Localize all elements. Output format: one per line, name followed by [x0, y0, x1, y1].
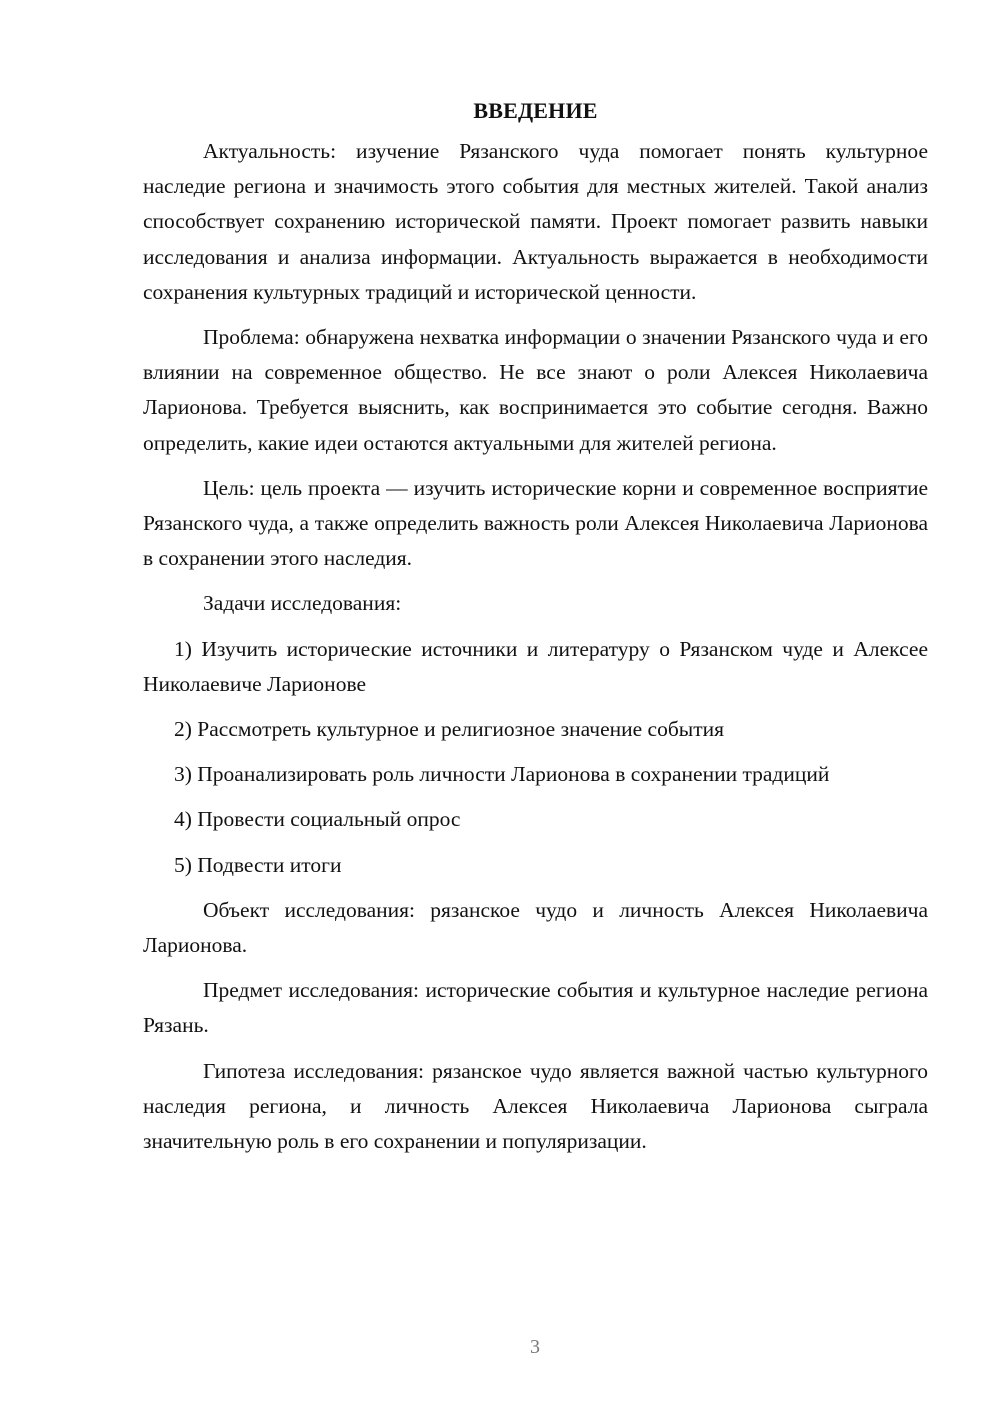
task-item-5: 5) Подвести итоги	[174, 852, 342, 877]
page-number: 3	[530, 1336, 540, 1358]
section-title: ВВЕДЕНИЕ	[473, 98, 598, 123]
task-item-2: 2) Рассмотреть культурное и религиозное значение события	[174, 717, 725, 742]
task-item-1: 1) Изучить исторические источники и литературу о Рязанском чуде и Алексее Николаевиче Ларионове	[143, 636, 928, 696]
paragraph-relevance: Актуальность: изучение Рязанского чуда помогает понять культурное наследие региона и значимость этого события для местных жителей. Такой анализ способствует сохранению исторической памяти. Проект помогает развить навыки исследования и анализа информации. Актуальность выражается в необходимости сохранения культурных традиций и исторической ценности.	[143, 139, 928, 304]
paragraph-subject: Предмет исследования: исторические события и культурное наследие региона Рязань.	[143, 978, 928, 1038]
task-item-3: 3) Проанализировать роль личности Ларионова в сохранении традиций	[174, 762, 830, 787]
task-item-4: 4) Провести социальный опрос	[174, 807, 461, 832]
page-content	[143, 94, 928, 1159]
paragraph-object: Объект исследования: рязанское чудо и личность Алексея Николаевича Ларионова.	[143, 897, 928, 958]
paragraph-hypothesis: Гипотеза исследования: рязанское чудо является важной частью культурного наследия региона, и личность Алексея Николаевича Ларионова сыграла значительную роль в его сохранении и популяризации.	[143, 1058, 928, 1154]
paragraph-problem: Проблема: обнаружена нехватка информации о значении Рязанского чуда и его влиянии на современное общество. Не все знают о роли Алексея Николаевича Ларионова. Требуется выяснить, как воспринимается это событие сегодня. Важно определить, какие идеи остаются актуальными для жителей региона.	[143, 325, 928, 455]
tasks-heading: Задачи исследования:	[203, 591, 402, 616]
paragraph-goal: Цель: цель проекта — изучить исторические корни и современное восприятие Рязанского чуда, а также определить важность роли Алексея Николаевича Ларионова в сохранении этого наследия.	[143, 475, 928, 571]
